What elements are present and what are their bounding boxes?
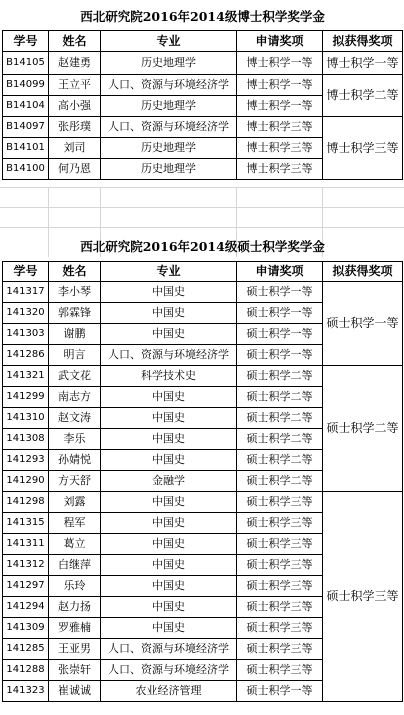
table-row: 141288 张崇轩 人口、资源与环境经济学 硕士积学三等: [3, 659, 403, 680]
col-header-major: 专业: [101, 30, 237, 51]
table-row: 141294 赵力扬 中国史 硕士积学三等: [3, 596, 403, 617]
table-row: 141311 葛立 中国史 硕士积学三等: [3, 533, 403, 554]
col-header-id: 学号: [3, 30, 49, 51]
awarded-cell: 博士积学一等: [323, 51, 403, 74]
masters-table-title: 西北研究院2016年2014级硕士积学奖学金: [80, 238, 325, 254]
masters-header-row: [3, 261, 403, 281]
table-row: 141293 孙婧悦 中国史 硕士积学二等: [3, 449, 403, 470]
awarded-cell: 硕士积学二等: [323, 365, 403, 491]
table-row: 141320 郭霖锋 中国史 硕士积学一等: [3, 302, 403, 323]
col-header-id: 学号: [3, 261, 49, 281]
table-row: B14101 刘司 历史地理学 博士积学三等: [3, 137, 403, 158]
col-header-major: 专业: [101, 261, 237, 281]
sheet-gridline: [0, 207, 404, 208]
table-row: 141286 明言 人口、资源与环境经济学 硕士积学一等: [3, 344, 403, 365]
col-header-awarded: 拟获得奖项: [323, 30, 403, 51]
table-row: 141309 罗雅楠 中国史 硕士积学三等: [3, 617, 403, 638]
table-row: 141299 南志方 中国史 硕士积学二等: [3, 386, 403, 407]
awarded-cell: 博士积学二等: [323, 74, 403, 116]
col-header-applied: 申请奖项: [237, 30, 323, 51]
table-row: 141290 方天舒 金融学 硕士积学二等: [3, 470, 403, 491]
phd-header-row: [3, 30, 403, 51]
table-row: 141285 王亚男 人口、资源与环境经济学 硕士积学三等: [3, 638, 403, 659]
table-row: 141323 崔诚诚 农业经济管理 硕士积学一等: [3, 680, 403, 701]
table-row: 141310 赵文涛 中国史 硕士积学二等: [3, 407, 403, 428]
awarded-cell: 硕士积学一等: [323, 281, 403, 365]
col-header-applied: 申请奖项: [237, 261, 323, 281]
awarded-cell: 博士积学三等: [323, 116, 403, 179]
table-row: B14099 王立平 人口、资源与环境经济学 博士积学一等 博士积学二等: [3, 74, 403, 95]
phd-table-title: 西北研究院2016年2014级博士积学奖学金: [80, 8, 325, 24]
table-row: B14104 高小强 历史地理学 博士积学一等: [3, 95, 403, 116]
table-row: 141308 李乐 中国史 硕士积学二等: [3, 428, 403, 449]
col-header-name: 姓名: [49, 261, 101, 281]
sheet-gridline: [0, 187, 404, 188]
phd-scholarship-table: [2, 4, 403, 180]
sheet-gridline: [0, 227, 404, 228]
table-row: B14100 何乃恩 历史地理学 博士积学三等: [3, 158, 403, 179]
awarded-cell: 硕士积学三等: [323, 491, 403, 701]
table-row: 141303 谢鹏 中国史 硕士积学一等: [3, 323, 403, 344]
table-row: 141297 乐玲 中国史 硕士积学三等: [3, 575, 403, 596]
masters-scholarship-table: [2, 233, 403, 702]
table-row: 141321 武文花 科学技术史 硕士积学二等 硕士积学二等: [3, 365, 403, 386]
table-row: 141317 李小琴 中国史 硕士积学一等 硕士积学一等: [3, 281, 403, 302]
table-row: 141298 刘露 中国史 硕士积学三等 硕士积学三等: [3, 491, 403, 512]
col-header-awarded: 拟获得奖项: [323, 261, 403, 281]
table-row: 141312 白继萍 中国史 硕士积学三等: [3, 554, 403, 575]
col-header-name: 姓名: [49, 30, 101, 51]
table-row: B14097 张彤璞 人口、资源与环境经济学 博士积学三等 博士积学三等: [3, 116, 403, 137]
table-row: B14105 赵建勇 历史地理学 博士积学一等 博士积学一等: [3, 51, 403, 74]
table-row: 141315 程军 中国史 硕士积学三等: [3, 512, 403, 533]
